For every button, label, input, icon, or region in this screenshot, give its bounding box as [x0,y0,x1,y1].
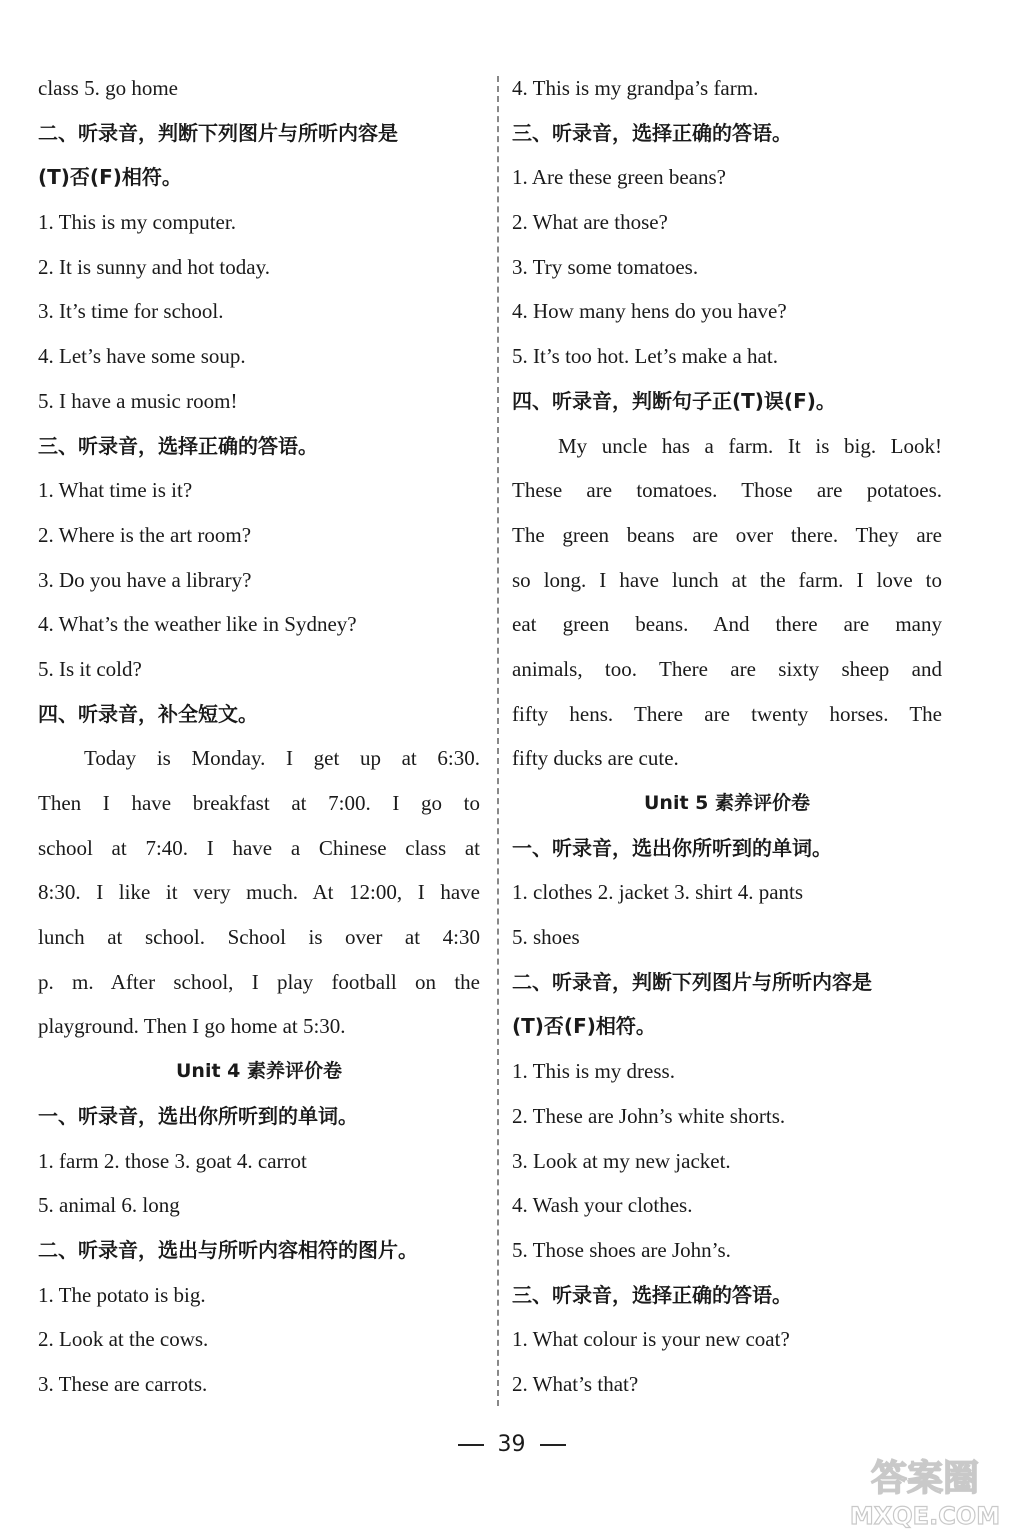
section-heading: (T)否(F)相符。 [38,165,182,190]
section-heading: 四、听录音，补全短文。 [38,701,258,726]
answer-line: 5. shoes [512,925,580,950]
watermark-url: MXQE.COM [849,1502,1001,1530]
paragraph-line: eat green beans. And there are many [512,612,942,637]
left-column [38,66,480,1407]
answer-line: 4. Let’s have some soup. [38,344,246,369]
answer-line: 3. It’s time for school. [38,299,224,324]
answer-line: 5. Those shoes are John’s. [512,1237,731,1262]
answer-line: 1. Are these green beans? [512,165,726,190]
paragraph-line: The green beans are over there. They are [512,522,942,547]
answer-line: 1. The potato is big. [38,1282,206,1307]
answer-line: 3. Do you have a library? [38,567,252,592]
unit-title: Unit 5 素养评价卷 [644,792,810,814]
paragraph-line: school at 7:40. I have a Chinese class at [38,835,480,860]
paragraph-line: 8:30. I like it very much. At 12:00, I have [38,880,480,905]
answer-line: 1. This is my dress. [512,1059,675,1084]
footer-dash-left [458,1444,484,1446]
watermark-logo [835,1448,1015,1530]
section-heading: 一、听录音，选出你所听到的单词。 [38,1103,358,1128]
answer-line: 5. animal 6. long [38,1193,180,1218]
answer-line: class 5. go home [38,76,178,100]
answer-line: 5. Is it cold? [38,656,142,681]
section-heading: 三、听录音，选择正确的答语。 [38,433,318,458]
paragraph-line: Then I have breakfast at 7:00. I go to [38,791,480,815]
section-heading: 三、听录音，选择正确的答语。 [512,1282,792,1307]
answer-line: 3. Try some tomatoes. [512,254,699,279]
answer-line: 2. Where is the art room? [38,522,252,547]
answer-line: 2. What’s that? [512,1371,639,1396]
paragraph-line: p. m. After school, I play football on the [38,969,480,994]
paragraph-line: fifty hens. There are twenty horses. The [512,701,942,726]
section-heading: 二、听录音，选出与所听内容相符的图片。 [38,1237,418,1262]
answer-line: 3. These are carrots. [38,1371,208,1396]
answer-line: 1. farm 2. those 3. goat 4. carrot [38,1148,307,1173]
answer-line: 4. This is my grandpa’s farm. [512,76,759,100]
paragraph-line: animals, too. There are sixty sheep and [512,656,942,681]
section-heading: 二、听录音，判断下列图片与所听内容是 [512,969,872,994]
answer-line: 1. This is my computer. [38,210,236,235]
answer-line: 4. What’s the weather like in Sydney? [38,612,357,637]
section-heading: (T)否(F)相符。 [512,1014,656,1039]
answer-line: 5. I have a music room! [38,388,238,413]
section-heading: 四、听录音，判断句子正(T)误(F)。 [512,388,836,413]
paragraph-line: playground. Then I go home at 5:30. [38,1014,346,1039]
paragraph-line: These are tomatoes. Those are potatoes. [512,478,942,503]
answer-line: 5. It’s too hot. Let’s make a hat. [512,344,778,369]
answer-line: 1. What time is it? [38,478,193,503]
answer-line: 1. clothes 2. jacket 3. shirt 4. pants [512,880,804,905]
answer-line: 1. What colour is your new coat? [512,1327,790,1352]
answer-line: 3. Look at my new jacket. [512,1148,731,1173]
paragraph-line: Today is Monday. I get up at 6:30. [84,746,480,771]
unit-title: Unit 4 素养评价卷 [176,1060,342,1083]
watermark-cn: 答案圈 [870,1458,980,1499]
column-divider [497,76,499,1406]
paragraph-line: lunch at school. School is over at 4:30 [38,925,480,950]
section-heading: 三、听录音，选择正确的答语。 [512,120,792,145]
page-number: 39 [497,1432,526,1457]
answer-line: 4. Wash your clothes. [512,1193,693,1218]
paragraph-line: fifty ducks are cute. [512,746,679,771]
section-heading: 一、听录音，选出你所听到的单词。 [512,835,832,860]
answer-line: 4. How many hens do you have? [512,299,787,324]
answer-line: 2. These are John’s white shorts. [512,1103,786,1128]
right-column [512,66,942,1407]
answer-line: 2. What are those? [512,210,668,235]
paragraph-line: so long. I have lunch at the farm. I love to [512,567,942,592]
footer-dash-right [540,1444,566,1446]
answer-line: 2. It is sunny and hot today. [38,254,270,279]
section-heading: 二、听录音，判断下列图片与所听内容是 [38,120,398,145]
paragraph-line: My uncle has a farm. It is big. Look! [558,433,942,458]
answer-line: 2. Look at the cows. [38,1327,209,1352]
